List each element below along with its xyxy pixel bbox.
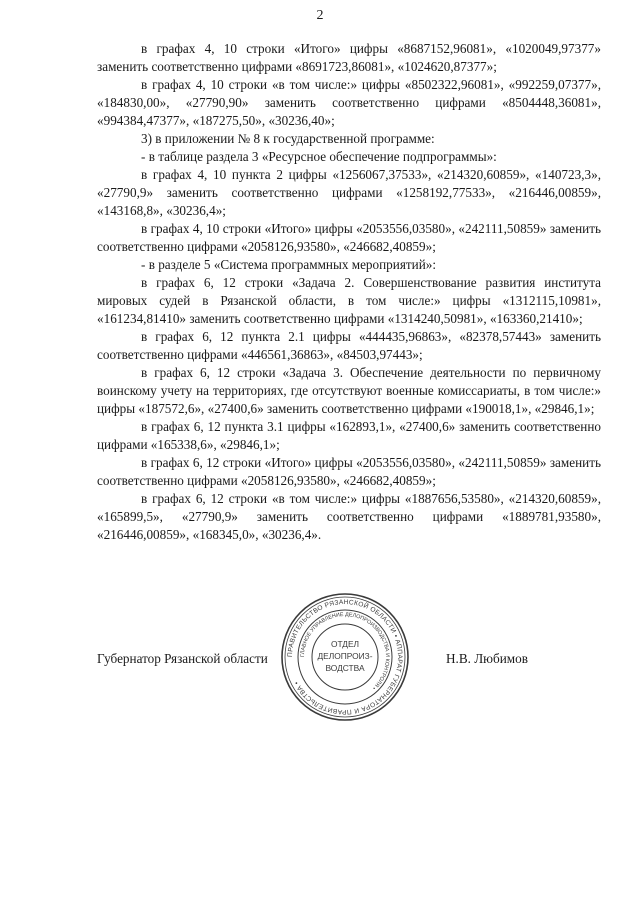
paragraph: в графах 6, 12 пункта 2.1 цифры «444435,96863», «82378,57443» заменить соответственно цифрами «446561,36863», «84503,97443»;: [97, 329, 601, 362]
paragraph: - в разделе 5 «Система программных мероприятий»:: [141, 257, 437, 272]
paragraph: в графах 4, 10 строки «Итого» цифры «8687152,96081», «1020049,97377» заменить соответственно цифрами «8691723,86081», «1024620,87377»;: [97, 41, 601, 74]
paragraph: в графах 6, 12 строки «Задача 3. Обеспечение деятельности по первичному воинскому учету на территориях, где отсутствуют военные комиссариаты, в том числе:» цифры «187572,6», «27400,6» заменить соответственно цифрами «190018,1», «29846,1»;: [97, 365, 601, 416]
paragraph: в графах 6, 12 пункта 3.1 цифры «162893,1», «27400,6» заменить соответственно цифрами «165338,6», «29846,1»;: [97, 419, 601, 452]
office-stamp: [279, 591, 411, 723]
page-number: 2: [316, 8, 324, 23]
stamp-outer-text: ПРАВИТЕЛЬСТВО РЯЗАНСКОЙ ОБЛАСТИ • АППАРАТ ГУБЕРНАТОРА И ПРАВИТЕЛЬСТВА •: [286, 598, 404, 716]
signatory-name: Н.В. Любимов: [446, 651, 528, 666]
paragraph: в графах 6, 12 строки «в том числе:» цифры «1887656,53580», «214320,60859», «165899,5», «27790,9» заменить соответственно цифрами «1889781,93580», «216446,00859», «168345,0», «30236,4».: [97, 491, 601, 542]
stamp-inner-text: ГЛАВНОЕ УПРАВЛЕНИЕ ДЕЛОПРОИЗВОДСТВА И КОНТРОЛЯ •: [299, 611, 391, 691]
paragraph: в графах 4, 10 пункта 2 цифры «1256067,37533», «214320,60859», «140723,3», «27790,9» заменить соответственно цифрами «1258192,77533», «216446,00859», «143168,8», «30236,4»;: [97, 167, 601, 218]
signatory-title: Губернатор Рязанской области: [97, 651, 268, 666]
stamp-center-line: ДЕЛОПРОИЗ-: [317, 651, 373, 661]
paragraph: в графах 4, 10 строки «Итого» цифры «2053556,03580», «242111,50859» заменить соответственно цифрами «2058126,93580», «246682,40859»;: [97, 221, 601, 254]
paragraph: - в таблице раздела 3 «Ресурсное обеспечение подпрограммы»:: [141, 149, 497, 164]
paragraph: 3) в приложении № 8 к государственной программе:: [141, 131, 435, 146]
paragraph: в графах 6, 12 строки «Итого» цифры «2053556,03580», «242111,50859» заменить соответственно цифрами «2058126,93580», «246682,40859»;: [97, 455, 601, 488]
paragraph: в графах 6, 12 строки «Задача 2. Совершенствование развития института мировых судей в Рязанской области, в том числе:» цифры «1312115,10981», «161234,81410» заменить соответственно цифрами «1314240,50981», «163360,21410»;: [97, 275, 601, 326]
stamp-center-line: ВОДСТВА: [325, 663, 365, 673]
stamp-graphic: [279, 591, 411, 723]
paragraph: в графах 4, 10 строки «в том числе:» цифры «8502322,96081», «992259,07377», «184830,00», «27790,90» заменить соответственно цифрами «8504448,36081», «994384,47377», «187275,50», «30236,40»;: [97, 77, 601, 128]
document-body: [97, 40, 601, 544]
stamp-center-line: ОТДЕЛ: [330, 639, 360, 649]
